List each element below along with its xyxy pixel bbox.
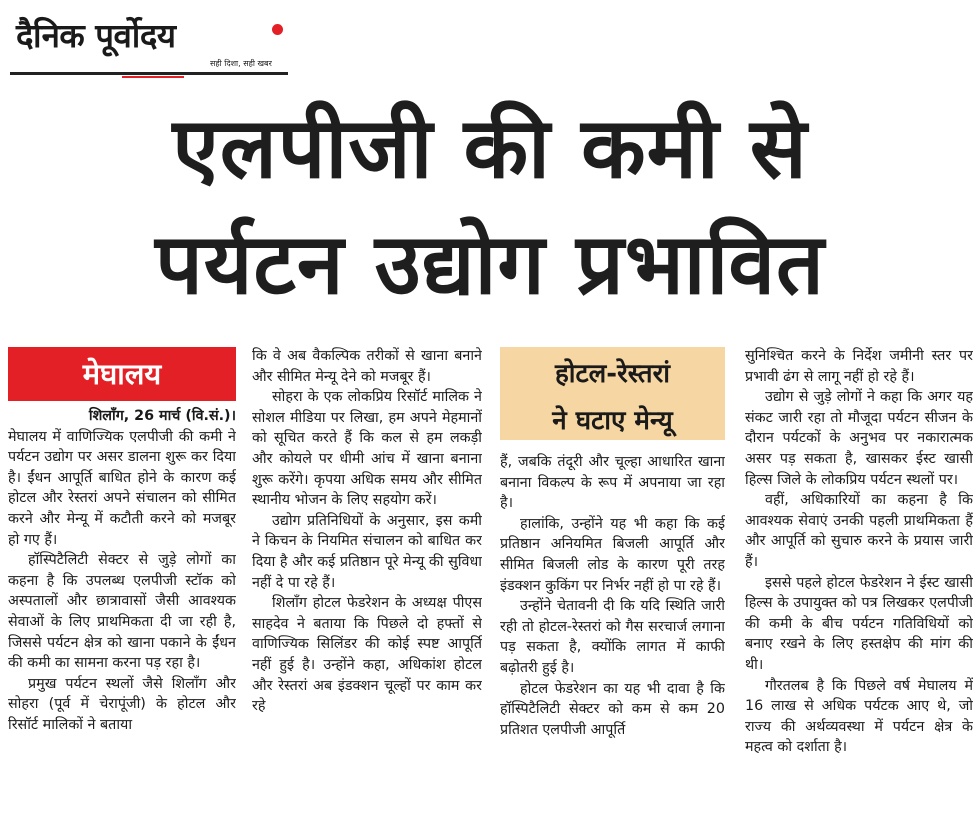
logo-dot-icon — [272, 24, 283, 35]
headline-line-1: एलपीजी की कमी से — [172, 99, 808, 197]
masthead-accent-line — [122, 76, 184, 78]
callout-line-1: होटल-रेस्तरां — [555, 359, 670, 389]
paragraph: शिलॉंग होटल फेडरेशन के अध्यक्ष पीएस साहदेव ने बताया कि पिछले दो हफ्तों से वाणिज्यिक सिलिंडर की कोई स्पष्ट आपूर्ति नहीं हुई है। उन्होंने कहा, अधिकांश होटल और रेस्तरां अब इंडक्शन चूल्हों पर काम कर रहे — [252, 595, 482, 715]
paragraph: हॉस्पिटैलिटी सेक्टर से जुड़े लोगों का कहना है कि उपलब्ध एलपीजी स्टॉक को अस्पतालों और छात्रावासों जैसी आवश्यक सेवाओं के लिए प्राथमिकता दी जा रही है, जिससे पर्यटन क्षेत्र को खाना पकाने के ईंधन की कमी का सामना करना पड़ रहा है। — [8, 552, 236, 672]
paragraph: सोहरा के एक लोकप्रिय रिसॉर्ट मालिक ने सोशल मीडिया पर लिखा, हम अपने मेहमानों को सूचित करते हैं कि कल से हम लकड़ी और कोयले पर धीमी आंच में खाना बनाना शुरू करेंगे। कृपया अधिक समय और सीमित स्थानीय भोजन के लिए सहयोग करें। — [252, 389, 482, 509]
newspaper-tagline: सही दिशा, सही खबर — [210, 59, 272, 68]
paragraph: वहीं, अधिकारियों का कहना है कि आवश्यक सेवाएं उनकी पहली प्राथमिकता हैं और आपूर्ति को सुचारु करने के प्रयास जारी हैं। — [745, 492, 973, 570]
article-column-4 — [745, 346, 973, 834]
paragraph: उद्योग से जुड़े लोगों ने कहा कि अगर यह संकट जारी रहा तो मौजूदा पर्यटन सीजन के दौरान पर्यटकों के अनुभव पर नकारात्मक असर पड़ सकता है, खासकर ईस्ट खासी हिल्स जिले के लोकप्रिय पर्यटन स्थलों पर। — [745, 389, 973, 488]
paragraph: गौरतलब है कि पिछले वर्ष मेघालय में 16 लाख से अधिक पर्यटक आए थे, जो राज्य की अर्थव्यवस्था में पर्यटन क्षेत्र के महत्व को दर्शाता है। — [745, 677, 973, 756]
dateline: शिलॉंग, 26 मार्च (वि.सं.)। — [88, 408, 236, 424]
article-column-1 — [8, 406, 236, 834]
paragraph: हालांकि, उन्होंने यह भी कहा कि कई प्रतिष्ठान अनियमित बिजली आपूर्ति और सीमित बिजली लोड के कारण पूरी तरह इंडक्शन कुकिंग पर निर्भर नहीं हो पा रहे हैं। — [500, 515, 725, 594]
article-column-2 — [252, 346, 482, 834]
paragraph: मेघालय में वाणिज्यिक एलपीजी की कमी ने पर्यटन उद्योग पर असर डालना शुरू कर दिया है। ईंधन आपूर्ति बाधित होने के कारण कई होटल और रेस्तरां अपने संचालन को सीमित करने और मेन्यू में कटौती करने को मजबूर हो गए हैं। — [8, 428, 236, 548]
callout-box — [500, 347, 725, 440]
paragraph: हैं, जबकि तंदूरी और चूल्हा आधारित खाना बनाना विकल्प के रूप में अपनाया जा रहा है। — [500, 454, 725, 512]
paragraph: इससे पहले होटल फेडरेशन ने ईस्ट खासी हिल्स के उपायुक्त को पत्र लिखकर एलपीजी की कमी के बीच पर्यटन गतिविधियों को बनाए रखने के लिए हस्तक्षेप की मांग की थी। — [745, 574, 973, 673]
callout-line-2: ने घटाए मेन्यू — [552, 406, 673, 436]
section-label-text: मेघालय — [82, 357, 162, 391]
section-label — [8, 347, 236, 401]
paragraph: होटल फेडरेशन का यह भी दावा है कि हॉस्पिटैलिटी सेक्टर को कम से कम 20 प्रतिशत एलपीजी आपूर्ति — [500, 680, 725, 738]
headline-line-2: पर्यटन उद्योग प्रभावित — [155, 215, 825, 313]
article-column-3 — [500, 452, 725, 834]
masthead-rule — [10, 72, 288, 75]
masthead — [10, 8, 288, 72]
paragraph: उन्होंने चेतावनी दी कि यदि स्थिति जारी रही तो होटल-रेस्तरां को गैस सरचार्ज लगाना पड़ सकता है, क्योंकि लागत में काफी बढ़ोतरी हुई है। — [500, 598, 725, 676]
newspaper-name: दैनिक पूर्वोदय — [16, 16, 176, 55]
paragraph: उद्योग प्रतिनिधियों के अनुसार, इस कमी ने किचन के नियमित संचालन को बाधित कर दिया है और कई प्रतिष्ठान पूरे मेन्यू की सुविधा नहीं दे पा रहे हैं। — [252, 512, 482, 591]
paragraph: सुनिश्चित करने के निर्देश जमीनी स्तर पर प्रभावी ढंग से लागू नहीं हो रहे हैं। — [745, 348, 973, 385]
paragraph: कि वे अब वैकल्पिक तरीकों से खाना बनाने और सीमित मेन्यू देने को मजबूर हैं। — [252, 348, 482, 385]
paragraph: प्रमुख पर्यटन स्थलों जैसे शिलॉंग और सोहरा (पूर्व में चेरापूंजी) के होटल और रिसॉर्ट मालिकों ने बताया — [8, 675, 236, 733]
